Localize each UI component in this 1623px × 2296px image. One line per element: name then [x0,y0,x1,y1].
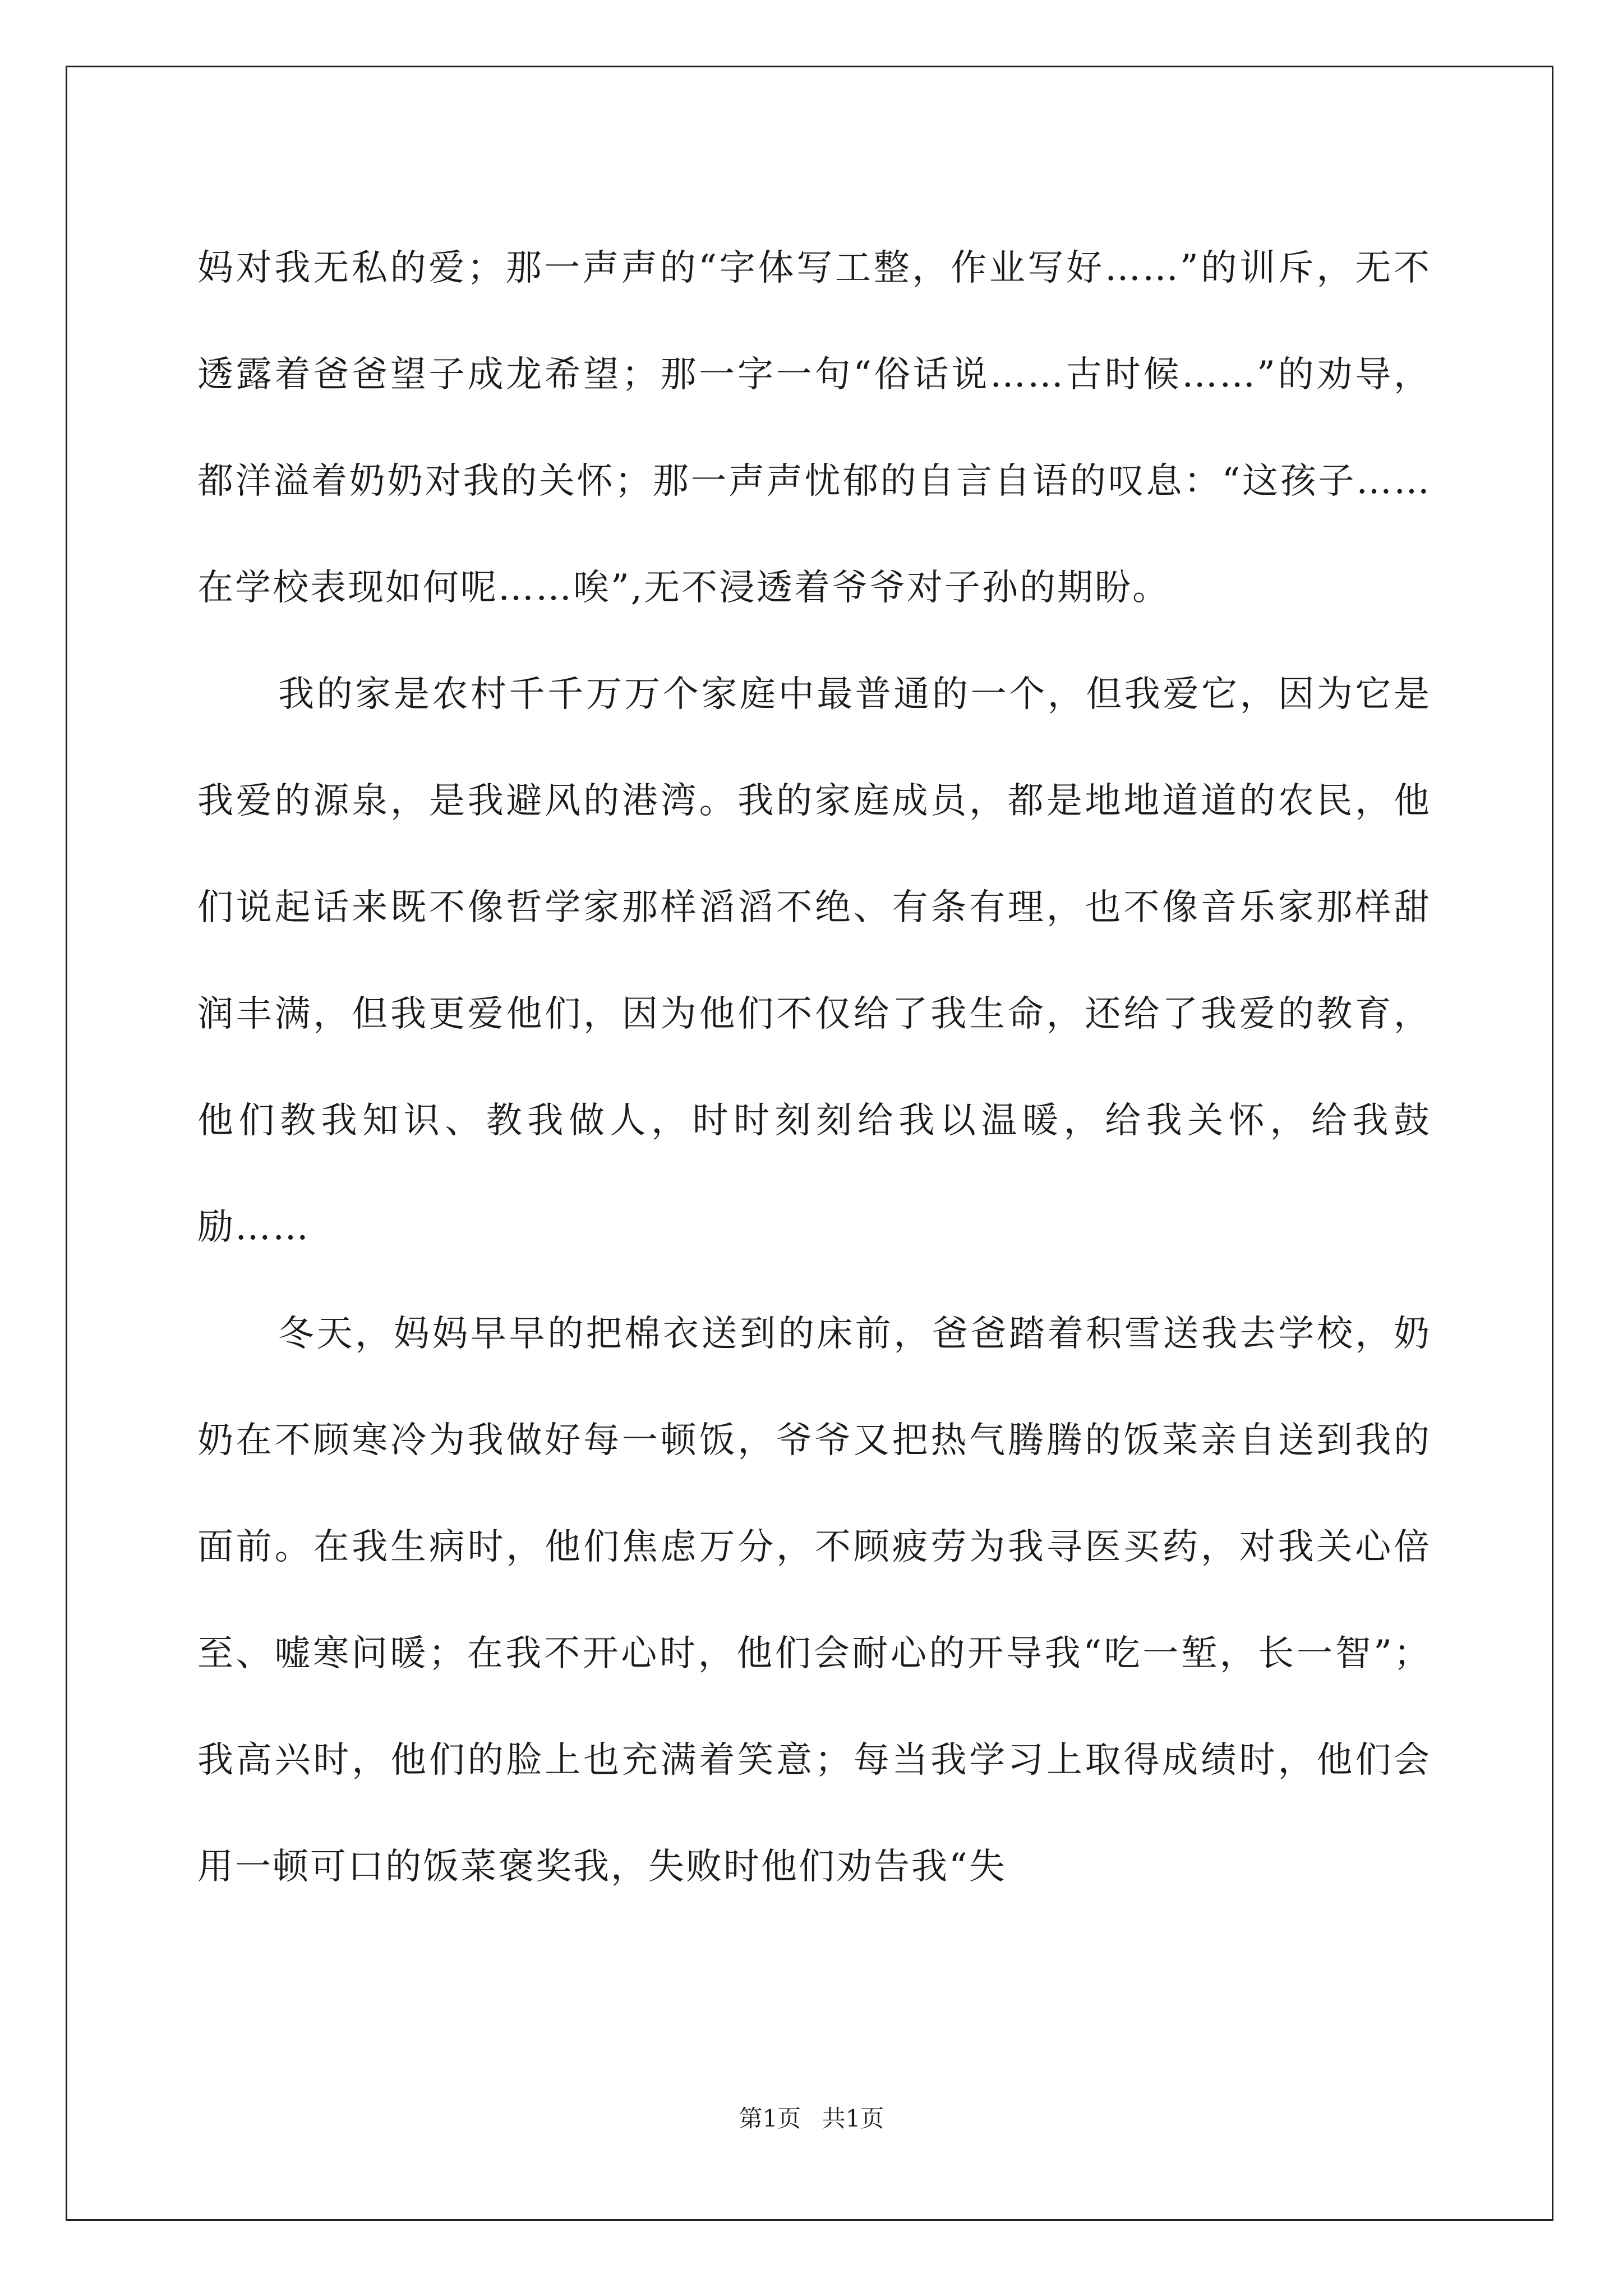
page-total: 共1页 [822,2105,884,2132]
paragraph-3: 冬天，妈妈早早的把棉衣送到的床前，爸爸踏着积雪送我去学校，奶奶在不顾寒冷为我做好每一顿饭，爷爷又把热气腾腾的饭菜亲自送到我的面前。在我生病时，他们焦虑万分，不顾疲劳为我寻医买药，对我关心倍至、嘘寒问暖；在我不开心时，他们会耐心的开导我“吃一堑，长一智”；我高兴时，他们的脸上也充满着笑意；每当我学习上取得成绩时，他们会用一顿可口的饭菜褒奖我，失败时他们劝告我“失 [197,1313,1431,1888]
paragraph-2: 我的家是农村千千万万个家庭中最普通的一个，但我爱它，因为它是我爱的源泉，是我避风的港湾。我的家庭成员，都是地地道道的农民，他们说起话来既不像哲学家那样滔滔不绝、有条有理，也不像音乐家那样甜润丰满，但我更爱他们，因为他们不仅给了我生命，还给了我爱的教育，他们教我知识、教我做人，时时刻刻给我以温暖，给我关怀，给我鼓励…… [197,674,1431,1248]
page-number: 第1页 [739,2105,801,2132]
document-body [197,215,1431,1920]
paragraph-1: 妈对我无私的爱；那一声声的“字体写工整，作业写好……”的训斥，无不透露着爸爸望子成龙希望；那一字一句“俗话说……古时候……”的劝导，都洋溢着奶奶对我的关怀；那一声声忧郁的自言自语的叹息：“这孩子……在学校表现如何呢……唉”,无不浸透着爷爷对子孙的期盼。 [197,247,1431,609]
page-footer [0,2102,1623,2136]
